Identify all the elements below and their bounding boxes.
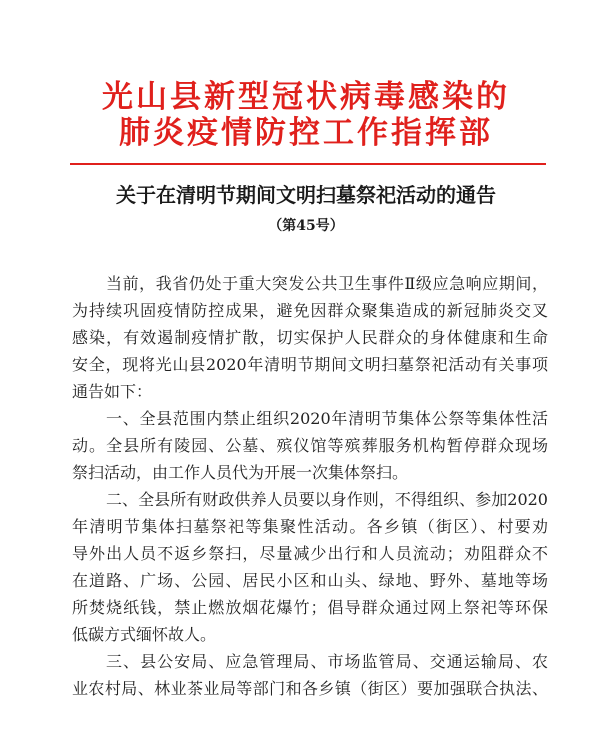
paragraph-item-1	[72, 405, 548, 486]
issuer-name-line-2: 肺炎疫情防控工作指挥部	[119, 115, 493, 151]
paragraph-line: 业农村局、林业茶业局等部门和各乡镇（街区）要加强联合执法、	[72, 679, 548, 698]
paragraph-line: 年清明节集体扫墓祭祀等集聚性活动。各乡镇（街区）、村要劝	[72, 517, 548, 536]
paragraph-line: 当前，我省仍处于重大突发公共卫生事件Ⅱ级应急响应期间，	[106, 274, 548, 293]
paragraph-line: 感染，有效遏制疫情扩散，切实保护人民群众的身体健康和生命	[72, 328, 548, 347]
paragraph-line: 在道路、广场、公园、居民小区和山头、绿地、野外、墓地等场	[72, 571, 548, 590]
paragraph-line: 所焚烧纸钱，禁止燃放烟花爆竹；倡导群众通过网上祭祀等环保	[72, 598, 548, 617]
document-title: 关于在清明节期间文明扫墓祭祀活动的通告	[116, 183, 496, 207]
paragraph-line: 祭扫活动，由工作人员代为开展一次集体祭扫。	[72, 463, 409, 482]
paragraph-item-3	[72, 648, 548, 702]
paragraph-intro	[72, 270, 548, 405]
paragraph-line: 安全，现将光山县2020年清明节期间文明扫墓祭祀活动有关事项	[72, 355, 548, 374]
paragraph-line: 二、全县所有财政供养人员要以身作则，不得组织、参加2020	[106, 490, 548, 509]
document-number: （第45号）	[268, 218, 344, 234]
paragraph-line: 三、县公安局、应急管理局、市场监管局、交通运输局、农	[106, 652, 548, 671]
paragraph-line: 一、全县范围内禁止组织2020年清明节集体公祭等集体性活	[106, 409, 548, 428]
red-divider-rule	[70, 163, 546, 165]
paragraph-line: 为持续巩固疫情防控成果，避免因群众聚集造成的新冠肺炎交叉	[72, 301, 548, 320]
issuer-name-line-1: 光山县新型冠状病毒感染的	[102, 79, 510, 115]
paragraph-line: 动。全县所有陵园、公墓、殡仪馆等殡葬服务机构暂停群众现场	[72, 436, 548, 455]
paragraph-line: 通告如下：	[72, 382, 153, 401]
paragraph-line: 导外出人员不返乡祭扫，尽量减少出行和人员流动；劝阻群众不	[72, 544, 548, 563]
paragraph-line: 低碳方式缅怀故人。	[72, 625, 217, 644]
paragraph-item-2	[72, 486, 548, 648]
notice-body	[72, 270, 548, 702]
